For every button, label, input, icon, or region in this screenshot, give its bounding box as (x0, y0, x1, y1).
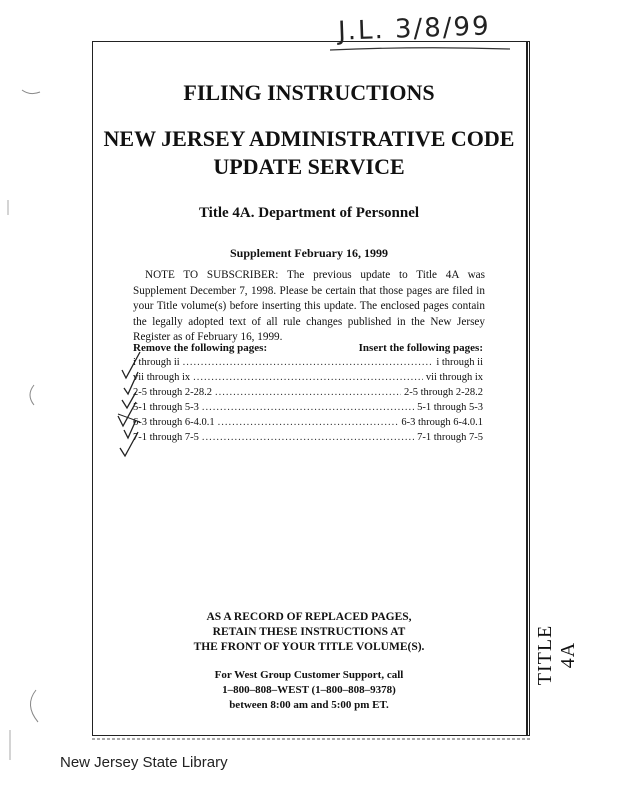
remove-range: 5-1 through 5-3 (133, 402, 199, 413)
library-stamp: New Jersey State Library (60, 754, 228, 771)
side-tab-rule (526, 41, 528, 736)
insert-range: vii through ix (425, 372, 483, 383)
page-row (133, 387, 483, 398)
remove-range: i through ii (133, 357, 180, 368)
page-row (133, 432, 483, 443)
remove-range: 6-3 through 6-4.0.1 (133, 417, 215, 428)
subscriber-note: NOTE TO SUBSCRIBER: The previous update to Title 4A was Supplement December 7, 1998. Please be certain that those pages are filed in your Title volume(s) before inserting this update. The enclosed pages contain the legally adopted text of all rule changes published in the New Jersey Register as of February 16, 1999. (133, 269, 485, 344)
page-title: FILING INSTRUCTIONS (183, 80, 435, 105)
page-row (133, 402, 483, 413)
handwritten-checkmarks (110, 350, 150, 470)
department-heading: Title 4A. Department of Personnel (198, 205, 420, 221)
insert-range: 7-1 through 7-5 (417, 432, 483, 443)
insert-range: 2-5 through 2-28.2 (403, 387, 483, 398)
support-line1: For West Group Customer Support, call (214, 669, 404, 681)
support-hours: between 8:00 am and 5:00 pm ET. (229, 699, 389, 711)
code-title-line2: UPDATE SERVICE (213, 154, 405, 179)
supplement-date: Supplement February 16, 1999 (229, 246, 388, 260)
punch-hole-marks (0, 0, 60, 800)
insert-header: Insert the following pages: (358, 342, 483, 354)
insert-range: 5-1 through 5-3 (417, 402, 483, 413)
side-tab-title: TITLE 4A (534, 624, 579, 686)
record-instructions (92, 610, 526, 655)
code-title (92, 125, 526, 181)
support-phone: 1–800–808–WEST (1–800–808–9378) (222, 684, 396, 696)
insert-range: 6-3 through 6-4.0.1 (401, 417, 483, 428)
page-row (133, 357, 483, 368)
remove-range: vii through ix (133, 372, 191, 383)
remove-range: 2-5 through 2-28.2 (133, 387, 213, 398)
pages-list-header (133, 342, 483, 354)
remove-header: Remove the following pages: (133, 342, 268, 354)
remove-range: 7-1 through 7-5 (133, 432, 199, 443)
handwritten-note: J.L. 3/8/99 (337, 11, 492, 47)
code-title-line1: NEW JERSEY ADMINISTRATIVE CODE (103, 126, 515, 151)
record-line1: AS A RECORD OF REPLACED PAGES, (206, 611, 412, 623)
record-line3: THE FRONT OF YOUR TITLE VOLUME(S). (193, 641, 425, 653)
page-row (133, 417, 483, 428)
record-line2: RETAIN THESE INSTRUCTIONS AT (212, 626, 406, 638)
page-row (133, 372, 483, 383)
frame-bottom-scan-line (92, 736, 530, 742)
insert-range: i through ii (436, 357, 483, 368)
customer-support (92, 668, 526, 713)
